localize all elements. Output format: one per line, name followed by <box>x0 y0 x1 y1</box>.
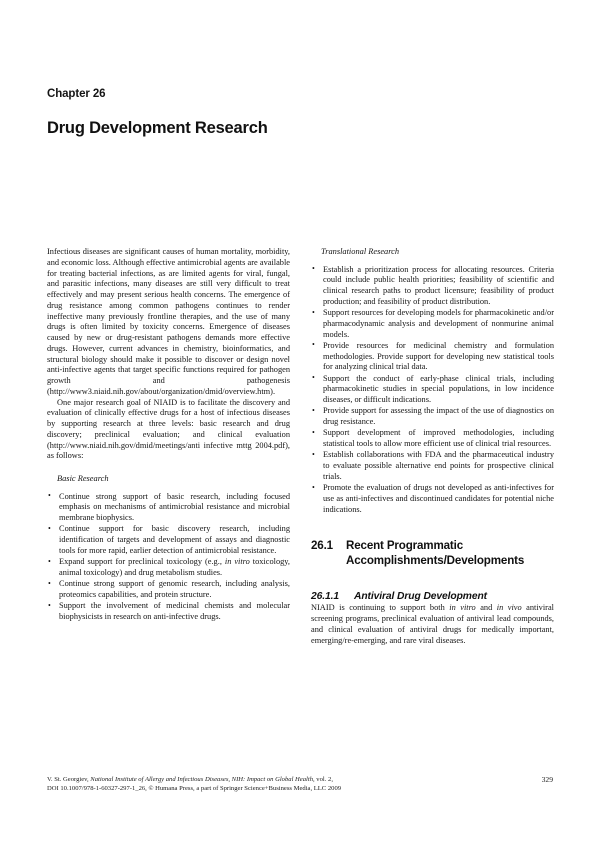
list-item: • Continue support for basic discovery research, including identification of targets and development of assays and diagnostic tools for more rapid, earlier detection of antimicrobial resistance. <box>47 524 290 556</box>
page-footer <box>47 775 553 794</box>
intro-paragraph: Infectious diseases are significant causes of human mortality, morbidity, and economic loss. Although effective antimicrobial agents are available for treating bacterial infections, as are limited agents for viral, fungal, and parasitic infections, many diseases are still very difficult to treat effectively and may present serious health concerns. The emergence of drug resistance among common pathogens continues to render ineffective many previously frontline therapies, and the use of many drugs is often limited by toxicity concerns. Emergence of diseases caused by new or drug-resistant pathogens demands more effective drugs. However, current advances in chemistry, bioinformatics, and structural biology should make it possible to discover or design novel anti-infective agents that target specific functions required for pathogen growth and pathogenesis (http://www3.niaid.nih.gov/about/organization/dmid/overview.htm). <box>47 247 290 396</box>
list-item: • Provide support for assessing the impact of the use of diagnostics on drug resistance. <box>311 406 554 428</box>
citation-volume: , vol. 2, <box>313 776 333 783</box>
subsection-title: Antiviral Drug Development <box>354 591 487 603</box>
bullet-text-lead: Expand support for preclinical toxicology (e.g., <box>59 557 225 566</box>
list-item: • Establish a prioritization process for allocating resources. Criteria could include public health priorities; feasibility of scientific and clinical research paths to product licensure; feasibility of product production; and feasibility of product distribution. <box>311 265 554 308</box>
chapter-header <box>47 88 553 138</box>
list-item <box>47 557 290 579</box>
citation-text <box>47 775 542 794</box>
antiviral-italic-1: in vitro <box>449 603 476 613</box>
page-number: 329 <box>541 775 553 784</box>
citation-author: V. St. Georgiev, <box>47 776 91 783</box>
section-heading-26-1 <box>311 538 554 568</box>
list-item: • Support the conduct of early-phase clinical trials, including pharmacokinetic studies in special populations, in low incidence diseases, or difficult indications. <box>311 374 554 406</box>
bullet-text-italic: in vitro <box>224 557 250 566</box>
basic-research-heading: Basic Research <box>57 474 109 483</box>
list-item: • Establish collaborations with FDA and the pharmaceutical industry to evaluate possible alternative end points for prospective clinical trials. <box>311 450 554 482</box>
chapter-number: Chapter 26 <box>47 88 106 100</box>
subsection-number: 26.1.1 <box>311 591 340 603</box>
right-column <box>311 247 554 757</box>
research-goal-paragraph: One major research goal of NIAID is to facilitate the discovery and evaluation of clinically effective drugs for a host of infectious diseases by supporting research at three levels: basic research and drug discovery; preclinical evaluation; and clinical evaluation (http://www.niaid.nih.gov/dmid/meetings/anti infective mttg 2004.pdf), as follows: <box>47 397 290 461</box>
antiviral-text-1: NIAID is continuing to support both <box>311 603 450 613</box>
body-columns <box>47 247 553 757</box>
antiviral-text-2: and <box>475 603 497 613</box>
page-title: Drug Development Research <box>47 119 268 137</box>
list-item: • Support resources for developing models for pharmacokinetic and/or pharmacodynamic analysis and development of nonmurine animal models. <box>311 308 554 340</box>
list-item: • Support development of improved methodologies, including statistical tools to allow more efficient use of clinical trial resources. <box>311 428 554 450</box>
section-title-line-2: Accomplishments/Developments <box>346 554 525 568</box>
section-title-line-1: Recent Programmatic <box>346 539 463 553</box>
citation-book-title: National Institute of Allergy and Infectious Diseases, NIH: Impact on Global Health <box>90 776 313 783</box>
list-item: • Continue strong support of basic research, including focused emphasis on mechanisms of antimicrobial resistance and microbial membrane biophysics. <box>47 492 290 524</box>
translational-research-heading: Translational Research <box>321 247 400 256</box>
section-title <box>346 538 554 568</box>
list-item: • Support the involvement of medicinal chemists and molecular biophysicists in research on anti-infective drugs. <box>47 601 290 623</box>
antiviral-text-3: antiviral screening programs, preclinical evaluation of antiviral lead compounds, and clinical evaluation of antiviral drugs for medically important, emerging/re-emerging, and rare viral diseases. <box>311 603 554 645</box>
section-number: 26.1 <box>311 539 333 553</box>
citation-doi: DOI 10.1007/978-1-60327-297-1_26, © Humana Press, a part of Springer Science+Business Media, LLC 2009 <box>47 785 342 793</box>
antiviral-paragraph <box>311 603 554 646</box>
translational-research-list <box>311 265 554 516</box>
list-item: • Provide resources for medicinal chemistry and formulation methodologies. Provide support for developing new statistical tools for analyzing clinical trial data. <box>311 341 554 373</box>
left-column <box>47 247 290 757</box>
bullet-text-tail: toxicology, animal toxicology) and drug metabolism studies. <box>59 557 290 577</box>
list-item: • Continue strong support of genomic research, including analysis, proteomics capabilities, and protein structure. <box>47 579 290 601</box>
antiviral-italic-2: in vivo <box>496 603 522 613</box>
list-item: • Promote the evaluation of drugs not developed as anti-infectives for use as anti-infectives and discontinued candidates for potential niche indications. <box>311 483 554 515</box>
basic-research-list <box>47 492 290 623</box>
subsection-heading-26-1-1 <box>311 590 554 603</box>
